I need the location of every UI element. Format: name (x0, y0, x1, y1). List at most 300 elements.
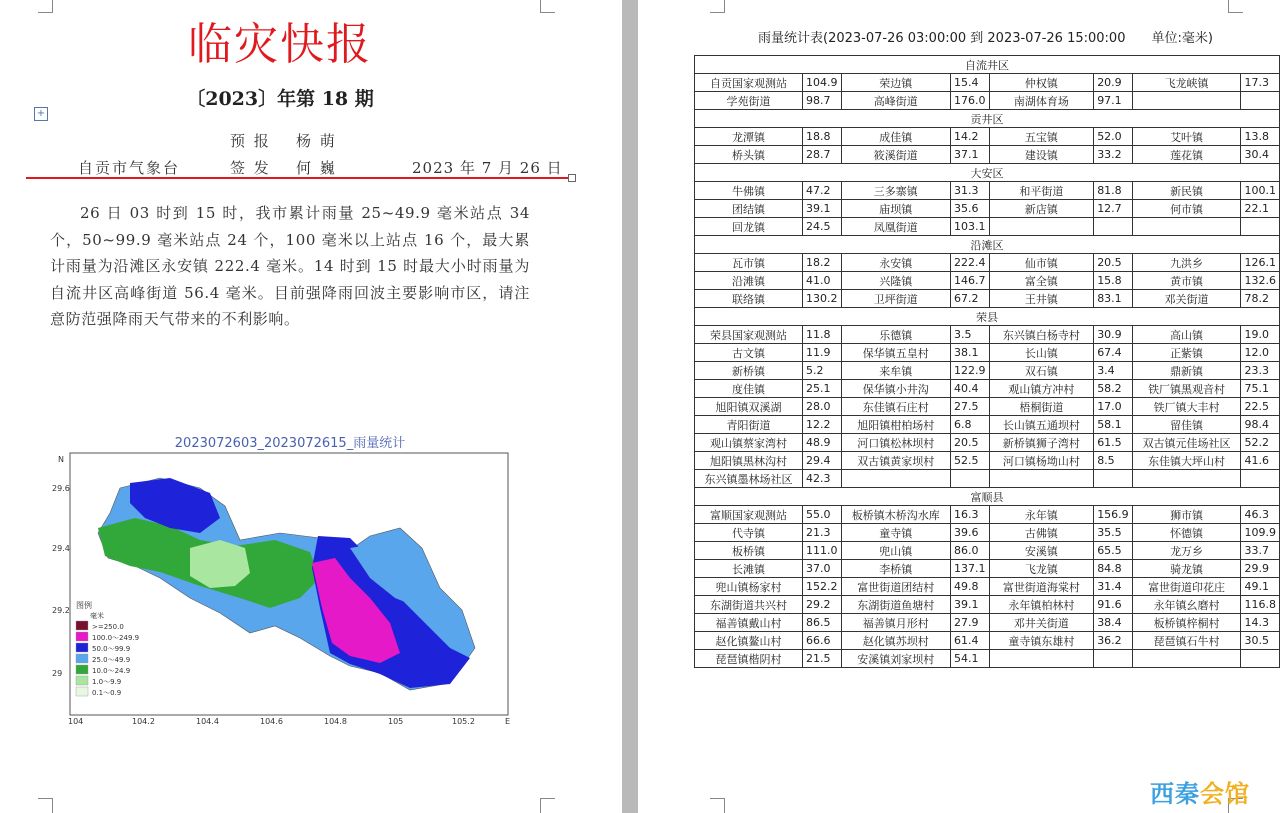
rainfall-map (50, 448, 520, 728)
station-name-cell: 福善镇月形村 (841, 614, 951, 632)
legend-title: 图例 (76, 601, 92, 610)
watermark-part2: 会馆 (1200, 780, 1250, 808)
station-name-cell (841, 470, 951, 488)
rainfall-value-cell: 67.2 (951, 290, 990, 308)
station-name-cell: 高山镇 (1132, 326, 1241, 344)
station-name-cell: 三多寨镇 (841, 182, 951, 200)
issuer-label: 签 发 (230, 159, 271, 177)
rainfall-value-cell (1094, 470, 1133, 488)
table-row (695, 92, 1280, 110)
rainfall-value-cell: 41.6 (1241, 452, 1280, 470)
table-row (695, 560, 1280, 578)
station-name-cell: 兜山镇杨家村 (695, 578, 803, 596)
station-name-cell: 梧桐街道 (989, 398, 1094, 416)
station-name-cell: 留佳镇 (1132, 416, 1241, 434)
legend-label: 50.0～99.9 (92, 645, 131, 653)
station-name-cell: 李桥镇 (841, 560, 951, 578)
legend-label: 1.0～9.9 (92, 678, 122, 686)
rainfall-value-cell: 122.9 (951, 362, 990, 380)
rainfall-value-cell: 3.4 (1094, 362, 1133, 380)
station-name-cell (1132, 470, 1241, 488)
rainfall-value-cell: 61.5 (1094, 434, 1133, 452)
rainfall-value-cell: 152.2 (803, 578, 842, 596)
rainfall-value-cell: 24.5 (803, 218, 842, 236)
station-name-cell: 庙坝镇 (841, 200, 951, 218)
rainfall-value-cell (1094, 218, 1133, 236)
rainfall-value-cell: 3.5 (951, 326, 990, 344)
table-row (695, 452, 1280, 470)
station-name-cell (989, 218, 1094, 236)
table-row (695, 74, 1280, 92)
table-page (638, 0, 1280, 813)
rainfall-value-cell: 81.8 (1094, 182, 1133, 200)
station-name-cell: 凤凰街道 (841, 218, 951, 236)
section-name: 荣县 (695, 308, 1280, 326)
resize-handle-icon[interactable] (568, 174, 576, 182)
station-name-cell: 和平街道 (989, 182, 1094, 200)
station-name-cell: 兴隆镇 (841, 272, 951, 290)
station-name-cell: 东兴镇墨林场社区 (695, 470, 803, 488)
rainfall-value-cell: 98.7 (803, 92, 842, 110)
rainfall-value-cell: 42.3 (803, 470, 842, 488)
rainfall-value-cell: 52.5 (951, 452, 990, 470)
legend-swatch (76, 687, 88, 696)
rainfall-value-cell: 86.0 (951, 542, 990, 560)
rainfall-value-cell: 126.1 (1241, 254, 1280, 272)
station-name-cell: 黄市镇 (1132, 272, 1241, 290)
station-name-cell: 自贡国家观测站 (695, 74, 803, 92)
station-name-cell: 骑龙镇 (1132, 560, 1241, 578)
table-row (695, 632, 1280, 650)
table-row (695, 218, 1280, 236)
rainfall-value-cell: 27.9 (951, 614, 990, 632)
station-name-cell: 何市镇 (1132, 200, 1241, 218)
watermark-part1: 西秦 (1150, 780, 1200, 808)
table-row (695, 290, 1280, 308)
map-x-tick: 104.6 (260, 717, 283, 726)
station-name-cell: 富世街道团结村 (841, 578, 951, 596)
rainfall-value-cell: 14.2 (951, 128, 990, 146)
rainfall-value-cell: 15.8 (1094, 272, 1133, 290)
rainfall-value-cell: 137.1 (951, 560, 990, 578)
rainfall-value-cell: 109.9 (1241, 524, 1280, 542)
station-name-cell: 富顺国家观测站 (695, 506, 803, 524)
map-y-tick: 29.4 (52, 544, 70, 553)
legend-swatch (76, 643, 88, 652)
table-row (695, 362, 1280, 380)
rainfall-value-cell: 20.5 (1094, 254, 1133, 272)
rainfall-value-cell: 49.8 (951, 578, 990, 596)
page-corner-mark (38, 798, 53, 813)
rainfall-value-cell: 130.2 (803, 290, 842, 308)
rainfall-value-cell: 11.9 (803, 344, 842, 362)
station-name-cell (1132, 218, 1241, 236)
rainfall-value-cell: 21.5 (803, 650, 842, 668)
map-y-tick: 29.2 (52, 606, 70, 615)
legend-label: 0.1～0.9 (92, 689, 122, 697)
station-name-cell (1132, 650, 1241, 668)
rainfall-value-cell: 13.8 (1241, 128, 1280, 146)
station-name-cell: 新桥镇 (695, 362, 803, 380)
rainfall-value-cell (1241, 92, 1280, 110)
rainfall-value-cell: 111.0 (803, 542, 842, 560)
station-name-cell: 邓井关街道 (989, 614, 1094, 632)
station-name-cell: 旭阳镇双溪湖 (695, 398, 803, 416)
station-name-cell: 代寺镇 (695, 524, 803, 542)
table-row (695, 470, 1280, 488)
station-name-cell: 永年镇 (989, 506, 1094, 524)
rainfall-value-cell: 116.8 (1241, 596, 1280, 614)
rainfall-value-cell: 16.3 (951, 506, 990, 524)
rainfall-value-cell (951, 470, 990, 488)
rainfall-value-cell: 27.5 (951, 398, 990, 416)
rainfall-value-cell: 12.2 (803, 416, 842, 434)
map-x-tick: 104.4 (196, 717, 219, 726)
rainfall-value-cell: 58.1 (1094, 416, 1133, 434)
table-move-handle-icon[interactable]: + (34, 107, 48, 121)
section-header-row (695, 110, 1280, 128)
table-row (695, 524, 1280, 542)
station-name-cell: 兜山镇 (841, 542, 951, 560)
station-name-cell: 学苑街道 (695, 92, 803, 110)
station-name-cell: 河口镇杨坳山村 (989, 452, 1094, 470)
rainfall-value-cell: 49.1 (1241, 578, 1280, 596)
rainfall-value-cell: 30.5 (1241, 632, 1280, 650)
rainfall-value-cell: 36.2 (1094, 632, 1133, 650)
station-name-cell: 童寺镇 (841, 524, 951, 542)
station-name-cell: 度佳镇 (695, 380, 803, 398)
station-name-cell: 保华镇五皇村 (841, 344, 951, 362)
rainfall-value-cell (1241, 218, 1280, 236)
rainfall-table (694, 55, 1280, 668)
station-name-cell: 九洪乡 (1132, 254, 1241, 272)
rainfall-value-cell: 91.6 (1094, 596, 1133, 614)
rainfall-value-cell: 83.1 (1094, 290, 1133, 308)
station-name-cell: 鼎新镇 (1132, 362, 1241, 380)
station-name-cell: 邓关街道 (1132, 290, 1241, 308)
station-name-cell (1132, 92, 1241, 110)
table-row (695, 200, 1280, 218)
table-row (695, 146, 1280, 164)
table-row (695, 434, 1280, 452)
station-name-cell: 双古镇黄家坝村 (841, 452, 951, 470)
station-name-cell: 东佳镇石庄村 (841, 398, 951, 416)
legend-label: 10.0～24.9 (92, 667, 131, 675)
table-row (695, 650, 1280, 668)
station-name-cell: 正紫镇 (1132, 344, 1241, 362)
issuer-name: 何 巍 (296, 159, 337, 177)
rainfall-value-cell: 61.4 (951, 632, 990, 650)
table-caption: 雨量统计表(2023-07-26 03:00:00 到 2023-07-26 15:00:00 单位:毫米) (758, 31, 1213, 46)
station-name-cell: 筱溪街道 (841, 146, 951, 164)
rainfall-value-cell: 31.3 (951, 182, 990, 200)
station-name-cell: 双石镇 (989, 362, 1094, 380)
legend-label: 100.0～249.9 (92, 634, 140, 642)
station-name-cell: 飞龙镇 (989, 560, 1094, 578)
rainfall-value-cell: 58.2 (1094, 380, 1133, 398)
station-name-cell: 富全镇 (989, 272, 1094, 290)
station-name-cell: 牛佛镇 (695, 182, 803, 200)
table-row (695, 254, 1280, 272)
rainfall-value-cell: 30.4 (1241, 146, 1280, 164)
station-name-cell: 东湖街道鱼塘村 (841, 596, 951, 614)
rainfall-value-cell: 38.4 (1094, 614, 1133, 632)
section-header-row (695, 236, 1280, 254)
station-name-cell: 桥头镇 (695, 146, 803, 164)
station-name-cell (989, 650, 1094, 668)
rainfall-value-cell: 18.8 (803, 128, 842, 146)
station-name-cell: 铁厂镇大丰村 (1132, 398, 1241, 416)
station-name-cell: 王井镇 (989, 290, 1094, 308)
station-name-cell: 童寺镇东雄村 (989, 632, 1094, 650)
rainfall-value-cell: 33.7 (1241, 542, 1280, 560)
station-name-cell: 琵琶镇石牛村 (1132, 632, 1241, 650)
rainfall-value-cell: 39.1 (803, 200, 842, 218)
station-name-cell: 成佳镇 (841, 128, 951, 146)
legend-label: 25.0～49.9 (92, 656, 131, 664)
north-label: N (58, 455, 64, 464)
section-header-row (695, 488, 1280, 506)
rainfall-value-cell: 15.4 (951, 74, 990, 92)
station-name-cell: 永年镇柏林村 (989, 596, 1094, 614)
station-name-cell: 怀德镇 (1132, 524, 1241, 542)
table-row (695, 506, 1280, 524)
rainfall-value-cell: 18.2 (803, 254, 842, 272)
station-name-cell: 高峰街道 (841, 92, 951, 110)
map-title: 2023072603_2023072615_雨量统计 (174, 436, 406, 451)
legend-swatch (76, 676, 88, 685)
station-name-cell: 板桥镇 (695, 542, 803, 560)
station-name-cell (989, 470, 1094, 488)
rainfall-value-cell: 6.8 (951, 416, 990, 434)
rainfall-value-cell: 52.2 (1241, 434, 1280, 452)
rainfall-value-cell: 22.1 (1241, 200, 1280, 218)
station-name-cell: 赵化镇鳌山村 (695, 632, 803, 650)
forecaster-label: 预 报 (230, 132, 271, 150)
section-name: 大安区 (695, 164, 1280, 182)
station-name-cell: 富世街道印花庄 (1132, 578, 1241, 596)
rainfall-value-cell: 100.1 (1241, 182, 1280, 200)
station-name-cell: 来牟镇 (841, 362, 951, 380)
station-name-cell: 仙市镇 (989, 254, 1094, 272)
station-name-cell: 安溪镇 (989, 542, 1094, 560)
station-name-cell: 观山镇方冲村 (989, 380, 1094, 398)
station-name-cell: 龙万乡 (1132, 542, 1241, 560)
station-name-cell: 新民镇 (1132, 182, 1241, 200)
station-name-cell: 双古镇元佳场社区 (1132, 434, 1241, 452)
station-name-cell: 建设镇 (989, 146, 1094, 164)
rainfall-value-cell: 103.1 (951, 218, 990, 236)
table-row (695, 614, 1280, 632)
station-name-cell: 板桥镇梓桐村 (1132, 614, 1241, 632)
section-header-row (695, 56, 1280, 74)
page-corner-mark (1228, 0, 1243, 13)
station-name-cell: 赵化镇苏坝村 (841, 632, 951, 650)
section-name: 富顺县 (695, 488, 1280, 506)
rainfall-value-cell: 104.9 (803, 74, 842, 92)
legend-label: >=250.0 (92, 623, 124, 631)
station-name-cell: 河口镇松林坝村 (841, 434, 951, 452)
station-name-cell: 回龙镇 (695, 218, 803, 236)
bulletin-title: 临灾快报 (188, 19, 372, 70)
station-name-cell: 保华镇小井沟 (841, 380, 951, 398)
page-corner-mark (540, 798, 555, 813)
table-row (695, 380, 1280, 398)
rainfall-value-cell: 21.3 (803, 524, 842, 542)
rainfall-value-cell: 37.0 (803, 560, 842, 578)
rainfall-value-cell: 30.9 (1094, 326, 1133, 344)
rainfall-value-cell: 39.1 (951, 596, 990, 614)
rainfall-value-cell: 75.1 (1241, 380, 1280, 398)
table-row (695, 128, 1280, 146)
rainfall-value-cell: 19.0 (1241, 326, 1280, 344)
rainfall-value-cell: 5.2 (803, 362, 842, 380)
rainfall-value-cell: 17.3 (1241, 74, 1280, 92)
station-name-cell: 莲花镇 (1132, 146, 1241, 164)
rainfall-value-cell: 35.6 (951, 200, 990, 218)
rainfall-value-cell: 17.0 (1094, 398, 1133, 416)
station-name-cell: 联络镇 (695, 290, 803, 308)
rainfall-value-cell: 12.7 (1094, 200, 1133, 218)
map-x-tick: 104.8 (324, 717, 347, 726)
rainfall-value-cell: 86.5 (803, 614, 842, 632)
station-name-cell: 荣县国家观测站 (695, 326, 803, 344)
station-name-cell: 铁厂镇黑观音村 (1132, 380, 1241, 398)
table-row (695, 326, 1280, 344)
station-name-cell: 古文镇 (695, 344, 803, 362)
rainfall-value-cell: 41.0 (803, 272, 842, 290)
rainfall-value-cell: 146.7 (951, 272, 990, 290)
station-name-cell: 新店镇 (989, 200, 1094, 218)
station-name-cell: 飞龙峡镇 (1132, 74, 1241, 92)
station-name-cell: 仲权镇 (989, 74, 1094, 92)
rainfall-value-cell: 20.5 (951, 434, 990, 452)
station-name-cell: 乐德镇 (841, 326, 951, 344)
station-name-cell: 新桥镇狮子湾村 (989, 434, 1094, 452)
station-name-cell: 旭阳镇柑柏场村 (841, 416, 951, 434)
rainfall-value-cell: 67.4 (1094, 344, 1133, 362)
rainfall-value-cell: 52.0 (1094, 128, 1133, 146)
station-name-cell: 狮市镇 (1132, 506, 1241, 524)
station-name-cell: 长滩镇 (695, 560, 803, 578)
rainfall-value-cell: 48.9 (803, 434, 842, 452)
map-y-tick: 29 (52, 669, 63, 678)
station-name-cell: 东佳镇大坪山村 (1132, 452, 1241, 470)
rainfall-value-cell: 22.5 (1241, 398, 1280, 416)
station-name-cell: 永年镇幺磨村 (1132, 596, 1241, 614)
rainfall-value-cell: 222.4 (951, 254, 990, 272)
rainfall-value-cell (1241, 650, 1280, 668)
rainfall-value-cell: 31.4 (1094, 578, 1133, 596)
rainfall-value-cell (1094, 650, 1133, 668)
rainfall-value-cell: 65.5 (1094, 542, 1133, 560)
station-name-cell: 板桥镇木桥沟水库 (841, 506, 951, 524)
rainfall-value-cell: 35.5 (1094, 524, 1133, 542)
rainfall-value-cell (1241, 470, 1280, 488)
map-x-tick: 105.2 (452, 717, 475, 726)
red-divider (26, 177, 568, 179)
region-1-10 (190, 540, 250, 588)
legend-swatch (76, 632, 88, 641)
rainfall-value-cell: 29.9 (1241, 560, 1280, 578)
rainfall-value-cell: 40.4 (951, 380, 990, 398)
station-name-cell: 古佛镇 (989, 524, 1094, 542)
station-name-cell: 南湖体育场 (989, 92, 1094, 110)
rainfall-value-cell: 47.2 (803, 182, 842, 200)
bulletin-page (0, 0, 622, 813)
section-name: 贡井区 (695, 110, 1280, 128)
rainfall-value-cell: 46.3 (1241, 506, 1280, 524)
rainfall-value-cell: 38.1 (951, 344, 990, 362)
rainfall-value-cell: 84.8 (1094, 560, 1133, 578)
rainfall-value-cell: 23.3 (1241, 362, 1280, 380)
station-name-cell: 观山镇蔡家湾村 (695, 434, 803, 452)
issue-number: 〔2023〕年第 18 期 (186, 88, 374, 110)
rainfall-value-cell: 176.0 (951, 92, 990, 110)
station-name-cell: 瓦市镇 (695, 254, 803, 272)
map-y-tick: 29.6 (52, 484, 70, 493)
section-name: 自流井区 (695, 56, 1280, 74)
rainfall-value-cell: 97.1 (1094, 92, 1133, 110)
table-row (695, 272, 1280, 290)
map-x-tick: 105 (388, 717, 404, 726)
bulletin-body: 26 日 03 时到 15 时，我市累计雨量 25~49.9 毫米站点 34 个，50~99.9 毫米站点 24 个，100 毫米以上站点 16 个，最大累计雨量为沿滩区永安镇 222.4 毫米。14 时到 15 时最大小时雨量为自流井区高峰街道 56.4 毫米。目前强降雨回波主要影响市区，请注意防范强降雨天气带来的不利影响。 (50, 204, 530, 328)
station-name-cell: 福善镇戴山村 (695, 614, 803, 632)
station-name-cell: 荣边镇 (841, 74, 951, 92)
rainfall-value-cell: 132.6 (1241, 272, 1280, 290)
station-name-cell: 安溪镇刘家坝村 (841, 650, 951, 668)
rainfall-value-cell: 54.1 (951, 650, 990, 668)
station-name-cell: 五宝镇 (989, 128, 1094, 146)
rainfall-value-cell: 20.9 (1094, 74, 1133, 92)
rainfall-value-cell: 8.5 (1094, 452, 1133, 470)
rainfall-value-cell: 29.2 (803, 596, 842, 614)
station-name-cell: 青阳街道 (695, 416, 803, 434)
page-corner-mark (710, 798, 725, 813)
station-name-cell: 永安镇 (841, 254, 951, 272)
legend-swatch (76, 621, 88, 630)
station-name-cell: 东湖街道共兴村 (695, 596, 803, 614)
rainfall-value-cell: 37.1 (951, 146, 990, 164)
table-row (695, 344, 1280, 362)
rainfall-value-cell: 98.4 (1241, 416, 1280, 434)
station-name-cell: 琵琶镇楷阴村 (695, 650, 803, 668)
station-name-cell: 旭阳镇黑林沟村 (695, 452, 803, 470)
rainfall-value-cell: 39.6 (951, 524, 990, 542)
rainfall-value-cell: 66.6 (803, 632, 842, 650)
section-header-row (695, 164, 1280, 182)
section-name: 沿滩区 (695, 236, 1280, 254)
page-corner-mark (710, 0, 725, 13)
table-row (695, 416, 1280, 434)
table-row (695, 398, 1280, 416)
station-name-cell: 龙潭镇 (695, 128, 803, 146)
station-name-cell: 艾叶镇 (1132, 128, 1241, 146)
page-gutter (622, 0, 638, 813)
issue-date: 2023 年 7 月 26 日 (412, 159, 563, 177)
table-row (695, 596, 1280, 614)
station-name-cell: 团结镇 (695, 200, 803, 218)
rainfall-value-cell: 12.0 (1241, 344, 1280, 362)
table-row (695, 542, 1280, 560)
station-name-cell: 沿滩镇 (695, 272, 803, 290)
rainfall-value-cell: 28.7 (803, 146, 842, 164)
rainfall-value-cell: 28.0 (803, 398, 842, 416)
table-row (695, 578, 1280, 596)
rainfall-value-cell: 11.8 (803, 326, 842, 344)
rainfall-value-cell: 55.0 (803, 506, 842, 524)
rainfall-value-cell: 29.4 (803, 452, 842, 470)
